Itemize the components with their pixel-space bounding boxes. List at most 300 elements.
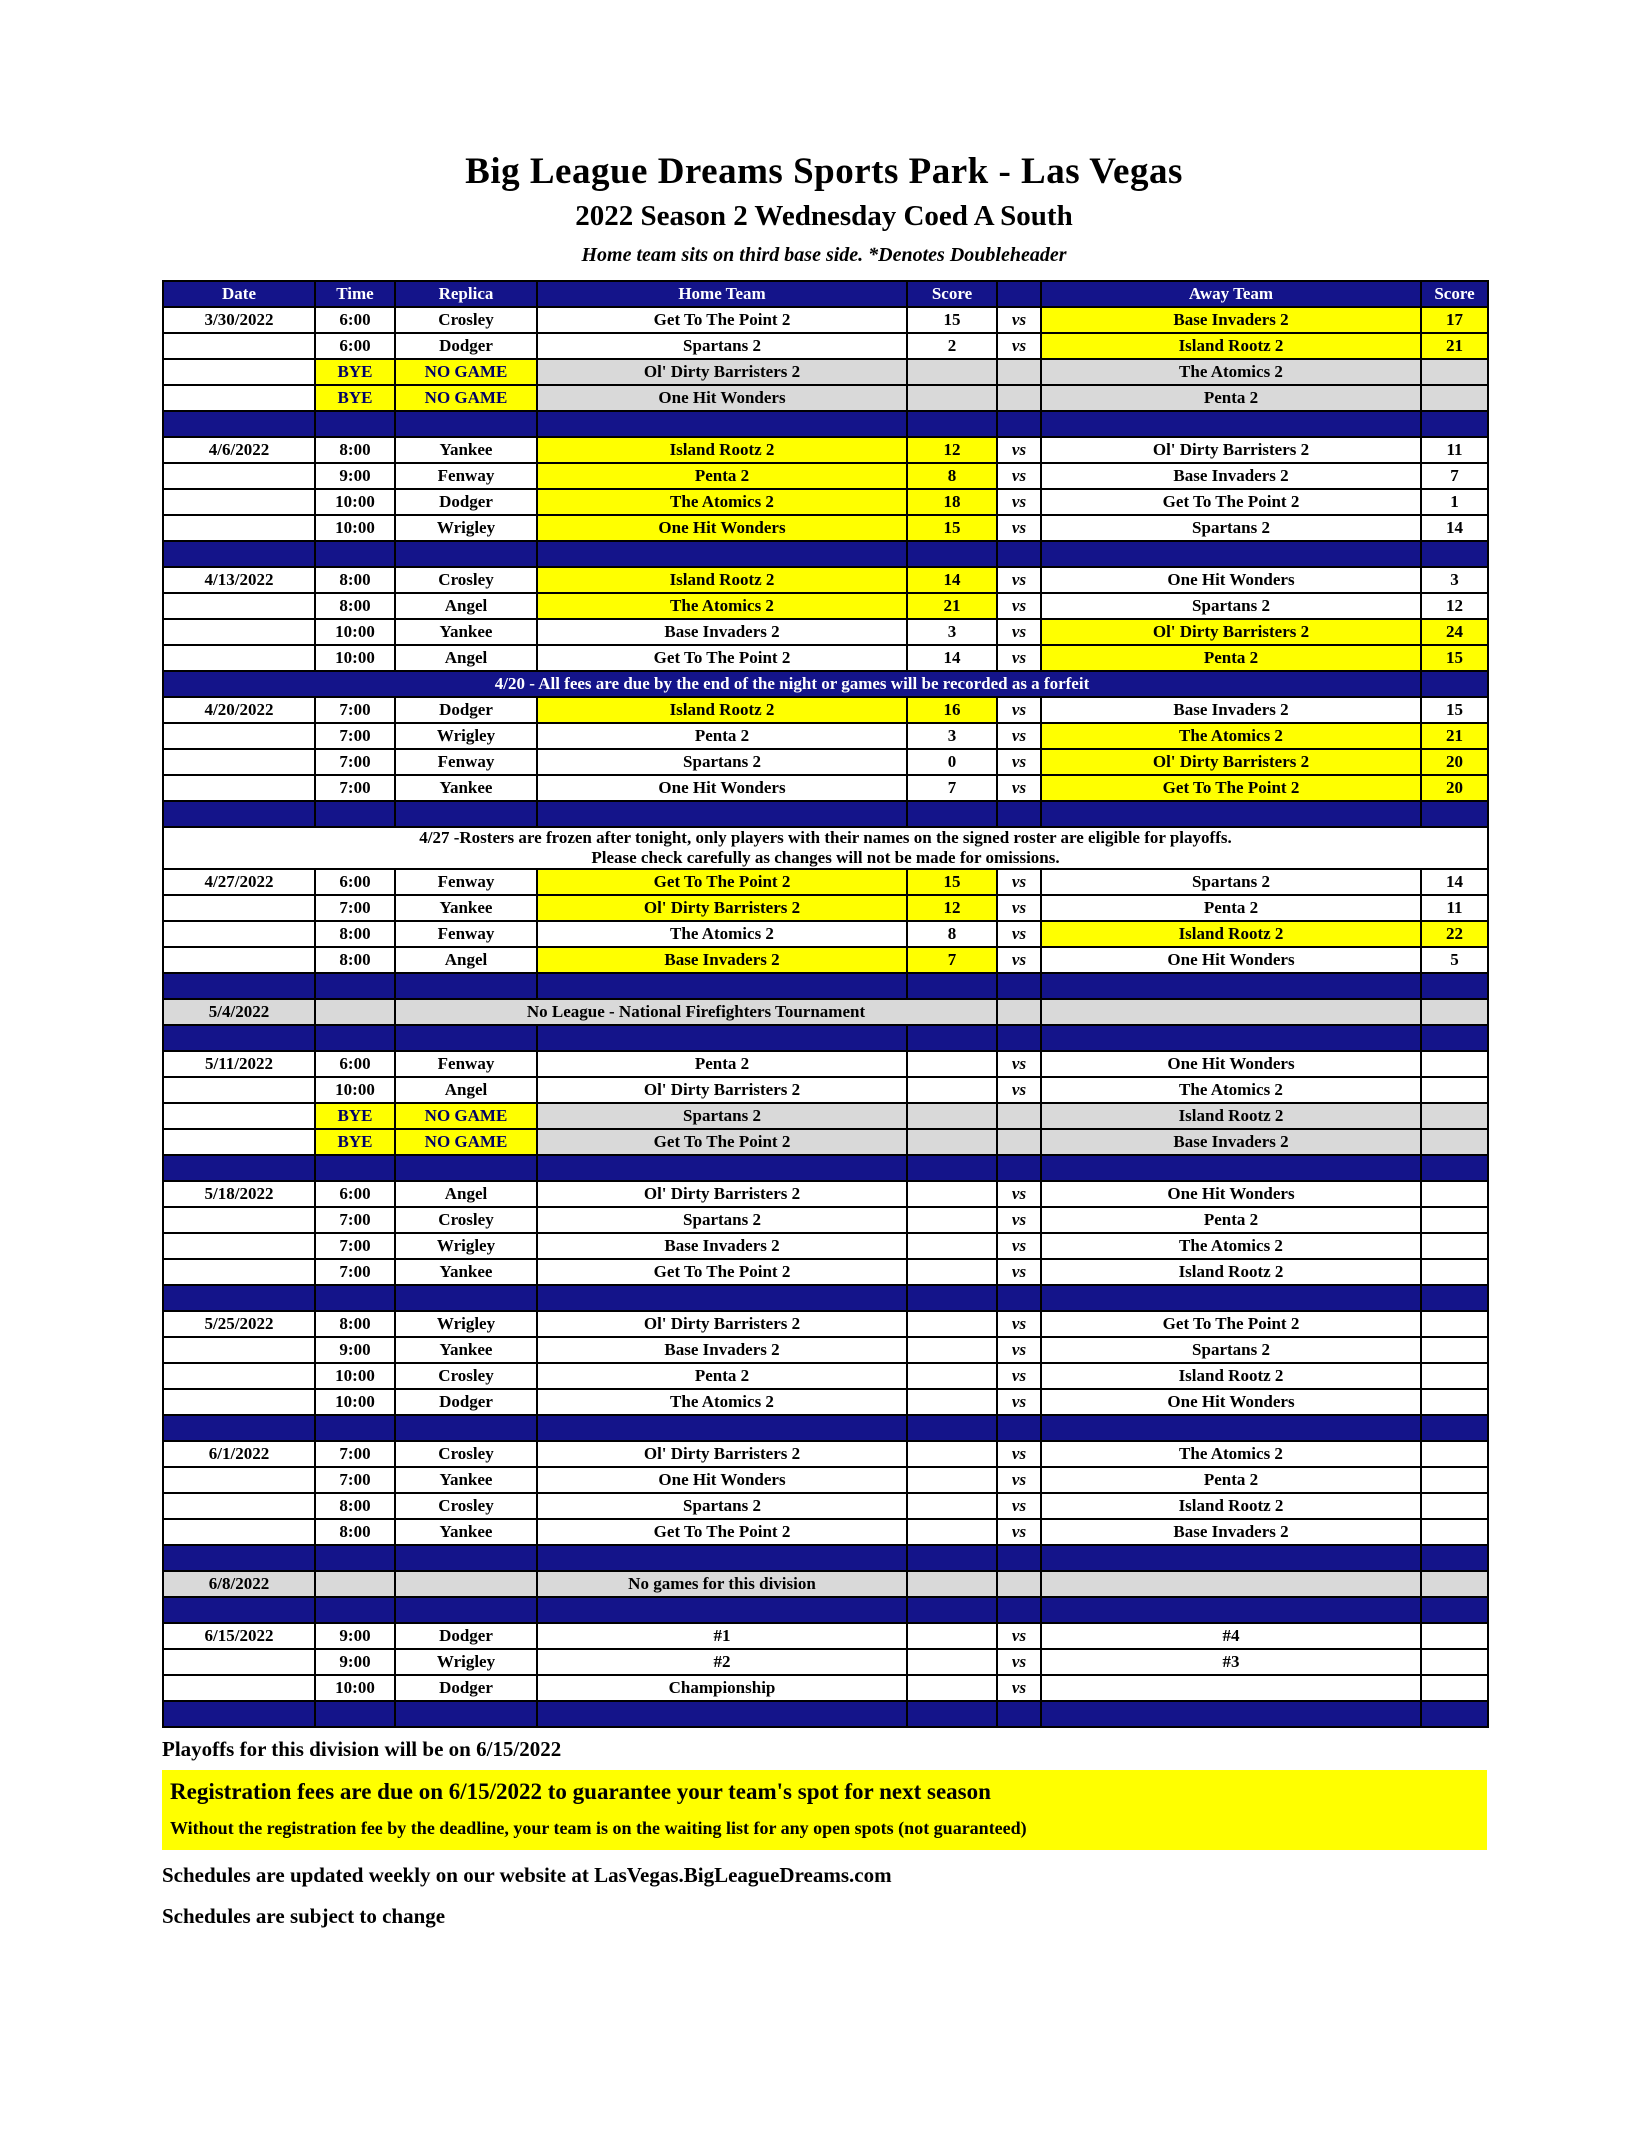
away-score-cell <box>1421 1233 1488 1259</box>
away-score-cell <box>1421 1493 1488 1519</box>
season-subtitle: 2022 Season 2 Wednesday Coed A South <box>575 200 1073 232</box>
vs-label: vs <box>997 1259 1041 1285</box>
home-team-cell: One Hit Wonders <box>537 385 907 411</box>
away-team-cell: #4 <box>1041 1623 1421 1649</box>
date-cell <box>163 619 315 645</box>
away-team-cell: Island Rootz 2 <box>1041 921 1421 947</box>
separator-time-cell <box>315 973 395 999</box>
separator-home-score-cell <box>907 1285 997 1311</box>
time-cell: 7:00 <box>315 775 395 801</box>
game-row <box>163 515 1488 541</box>
separator-away-score-cell <box>1421 973 1488 999</box>
time-cell <box>315 999 395 1025</box>
game-row <box>163 1623 1488 1649</box>
separator-away-team-cell <box>1041 1155 1421 1181</box>
home-score-cell: 15 <box>907 307 997 333</box>
separator-replica-cell <box>395 1285 537 1311</box>
home-score-cell: 3 <box>907 619 997 645</box>
red-notice-row <box>163 827 1488 869</box>
home-score-cell <box>907 1363 997 1389</box>
separator-time-cell <box>315 1285 395 1311</box>
replica-cell: Dodger <box>395 489 537 515</box>
home-team-cell: Ol' Dirty Barristers 2 <box>537 1311 907 1337</box>
home-score-cell <box>907 1623 997 1649</box>
time-cell: 6:00 <box>315 333 395 359</box>
away-score-cell: 11 <box>1421 895 1488 921</box>
separator-home-team-cell <box>537 1025 907 1051</box>
time-cell: 10:00 <box>315 1675 395 1701</box>
time-cell: 7:00 <box>315 895 395 921</box>
time-cell: 10:00 <box>315 489 395 515</box>
away-score-cell: 24 <box>1421 619 1488 645</box>
separator-home-team-cell <box>537 1415 907 1441</box>
separator-vs-cell <box>997 1025 1041 1051</box>
date-cell <box>163 645 315 671</box>
away-score-cell <box>1421 1337 1488 1363</box>
away-team-cell: Spartans 2 <box>1041 869 1421 895</box>
replica-cell: Wrigley <box>395 723 537 749</box>
replica-cell: Crosley <box>395 567 537 593</box>
date-cell <box>163 1649 315 1675</box>
event-text-cell: No League - National Firefighters Tournament <box>395 999 997 1025</box>
replica-cell: Dodger <box>395 333 537 359</box>
date-cell <box>163 333 315 359</box>
away-score-cell <box>1421 1051 1488 1077</box>
date-cell: 6/8/2022 <box>163 1571 315 1597</box>
time-cell: 10:00 <box>315 1077 395 1103</box>
home-score-cell: 15 <box>907 869 997 895</box>
separator-time-cell <box>315 1545 395 1571</box>
footer-subject-note: Schedules are subject to change <box>162 1904 446 1928</box>
game-row <box>163 567 1488 593</box>
separator-home-score-cell <box>907 1025 997 1051</box>
away-team-cell: Ol' Dirty Barristers 2 <box>1041 437 1421 463</box>
away-team-cell: Ol' Dirty Barristers 2 <box>1041 619 1421 645</box>
game-row <box>163 1467 1488 1493</box>
separator-vs-cell <box>997 411 1041 437</box>
away-score-cell <box>1421 1103 1488 1129</box>
home-team-cell: Base Invaders 2 <box>537 619 907 645</box>
game-row <box>163 1363 1488 1389</box>
game-row <box>163 1311 1488 1337</box>
footer-playoffs-note: Playoffs for this division will be on 6/15/2022 <box>162 1737 562 1761</box>
away-team-cell <box>1041 1571 1421 1597</box>
home-score-cell <box>907 1441 997 1467</box>
game-row <box>163 1077 1488 1103</box>
away-team-cell <box>1041 999 1421 1025</box>
date-cell <box>163 385 315 411</box>
home-score-cell <box>907 1467 997 1493</box>
separator-row <box>163 1597 1488 1623</box>
bye-label-cell: BYE <box>315 1103 395 1129</box>
separator-row <box>163 411 1488 437</box>
home-team-cell: Ol' Dirty Barristers 2 <box>537 895 907 921</box>
date-cell <box>163 921 315 947</box>
away-score-cell: 1 <box>1421 489 1488 515</box>
date-cell: 4/13/2022 <box>163 567 315 593</box>
home-score-cell <box>907 1649 997 1675</box>
home-score-cell: 18 <box>907 489 997 515</box>
home-team-cell: Spartans 2 <box>537 1103 907 1129</box>
time-cell: 9:00 <box>315 463 395 489</box>
home-team-cell: Get To The Point 2 <box>537 1259 907 1285</box>
away-score-cell <box>1421 999 1488 1025</box>
away-score-cell <box>1421 1259 1488 1285</box>
separator-date-cell <box>163 1701 315 1727</box>
time-cell: 10:00 <box>315 1363 395 1389</box>
date-cell: 3/30/2022 <box>163 307 315 333</box>
home-team-cell: Spartans 2 <box>537 333 907 359</box>
home-team-cell: Penta 2 <box>537 1363 907 1389</box>
replica-cell: Crosley <box>395 1363 537 1389</box>
separator-away-team-cell <box>1041 1025 1421 1051</box>
game-row <box>163 1233 1488 1259</box>
separator-away-score-cell <box>1421 1597 1488 1623</box>
home-team-cell: Island Rootz 2 <box>537 697 907 723</box>
header-home-team: Home Team <box>537 281 907 307</box>
separator-away-team-cell <box>1041 1597 1421 1623</box>
bye-row <box>163 1103 1488 1129</box>
vs-label: vs <box>997 1623 1041 1649</box>
away-score-cell <box>1421 1675 1488 1701</box>
away-score-cell <box>1421 1181 1488 1207</box>
vs-label: vs <box>997 1051 1041 1077</box>
away-team-cell: Get To The Point 2 <box>1041 775 1421 801</box>
separator-home-score-cell <box>907 1545 997 1571</box>
time-cell: 6:00 <box>315 1051 395 1077</box>
separator-row <box>163 1701 1488 1727</box>
notice-text-cell: 4/20 - All fees are due by the end of the night or games will be recorded as a forfeit <box>163 671 1421 697</box>
separator-away-team-cell <box>1041 973 1421 999</box>
separator-home-team-cell <box>537 1285 907 1311</box>
replica-cell: Wrigley <box>395 1311 537 1337</box>
separator-home-team-cell <box>537 973 907 999</box>
schedule-table-body <box>163 307 1488 1727</box>
separator-replica-cell <box>395 1545 537 1571</box>
game-row <box>163 437 1488 463</box>
away-team-cell: Get To The Point 2 <box>1041 489 1421 515</box>
separator-away-score-cell <box>1421 411 1488 437</box>
replica-cell: Yankee <box>395 1337 537 1363</box>
away-score-cell: 11 <box>1421 437 1488 463</box>
separator-date-cell <box>163 1285 315 1311</box>
game-row <box>163 697 1488 723</box>
separator-time-cell <box>315 1025 395 1051</box>
header-home-score: Score <box>907 281 997 307</box>
replica-cell: Yankee <box>395 895 537 921</box>
vs-label: vs <box>997 515 1041 541</box>
time-cell: 8:00 <box>315 1493 395 1519</box>
game-row <box>163 645 1488 671</box>
time-cell: 8:00 <box>315 437 395 463</box>
game-row <box>163 921 1488 947</box>
away-score-cell <box>1421 1363 1488 1389</box>
home-score-cell <box>907 1311 997 1337</box>
replica-cell: Yankee <box>395 1467 537 1493</box>
replica-cell: Dodger <box>395 1389 537 1415</box>
away-team-cell: Base Invaders 2 <box>1041 697 1421 723</box>
home-score-cell <box>907 1233 997 1259</box>
time-cell: 10:00 <box>315 645 395 671</box>
separator-away-score-cell <box>1421 1025 1488 1051</box>
home-team-cell: One Hit Wonders <box>537 515 907 541</box>
home-team-cell: Penta 2 <box>537 1051 907 1077</box>
away-team-cell: One Hit Wonders <box>1041 1051 1421 1077</box>
date-cell <box>163 1077 315 1103</box>
away-team-cell: The Atomics 2 <box>1041 1233 1421 1259</box>
separator-replica-cell <box>395 1701 537 1727</box>
home-score-cell <box>907 359 997 385</box>
time-cell: 8:00 <box>315 593 395 619</box>
separator-time-cell <box>315 1701 395 1727</box>
game-row <box>163 869 1488 895</box>
date-cell: 4/6/2022 <box>163 437 315 463</box>
game-row <box>163 1207 1488 1233</box>
game-row <box>163 1649 1488 1675</box>
date-cell: 5/25/2022 <box>163 1311 315 1337</box>
separator-home-score-cell <box>907 1597 997 1623</box>
vs-label: vs <box>997 1649 1041 1675</box>
bye-row <box>163 359 1488 385</box>
navy-notice-row <box>163 671 1488 697</box>
home-score-cell: 15 <box>907 515 997 541</box>
game-row <box>163 1259 1488 1285</box>
replica-cell: Angel <box>395 593 537 619</box>
home-team-note: Home team sits on third base side. *Denotes Doubleheader <box>581 244 1067 266</box>
home-score-cell: 12 <box>907 437 997 463</box>
home-team-cell: Ol' Dirty Barristers 2 <box>537 1441 907 1467</box>
no-game-label-cell: NO GAME <box>395 385 537 411</box>
separator-time-cell <box>315 1597 395 1623</box>
away-score-cell: 17 <box>1421 307 1488 333</box>
replica-cell: Yankee <box>395 1519 537 1545</box>
vs-label: vs <box>997 307 1041 333</box>
vs-label: vs <box>997 333 1041 359</box>
separator-replica-cell <box>395 1155 537 1181</box>
replica-cell: Dodger <box>395 1675 537 1701</box>
replica-cell: Crosley <box>395 1441 537 1467</box>
time-cell: 6:00 <box>315 869 395 895</box>
bye-row <box>163 385 1488 411</box>
replica-cell: Angel <box>395 1181 537 1207</box>
vs-spacer-cell <box>997 385 1041 411</box>
separator-away-team-cell <box>1041 1415 1421 1441</box>
away-team-cell: One Hit Wonders <box>1041 567 1421 593</box>
bye-label-cell: BYE <box>315 385 395 411</box>
away-team-cell: Base Invaders 2 <box>1041 1129 1421 1155</box>
vs-label: vs <box>997 1519 1041 1545</box>
replica-cell: Crosley <box>395 1207 537 1233</box>
separator-home-team-cell <box>537 411 907 437</box>
date-cell <box>163 463 315 489</box>
away-score-cell <box>1421 1623 1488 1649</box>
game-row <box>163 1441 1488 1467</box>
home-score-cell <box>907 1051 997 1077</box>
schedule-table <box>162 280 1489 1728</box>
time-cell: 7:00 <box>315 1467 395 1493</box>
date-cell <box>163 895 315 921</box>
away-team-cell: One Hit Wonders <box>1041 1389 1421 1415</box>
home-score-cell: 21 <box>907 593 997 619</box>
home-team-cell: The Atomics 2 <box>537 921 907 947</box>
game-row <box>163 895 1488 921</box>
separator-away-score-cell <box>1421 1701 1488 1727</box>
separator-away-score-cell <box>1421 541 1488 567</box>
separator-away-team-cell <box>1041 411 1421 437</box>
separator-away-score-cell <box>1421 1155 1488 1181</box>
away-score-cell: 7 <box>1421 463 1488 489</box>
replica-cell: Angel <box>395 947 537 973</box>
date-cell: 6/1/2022 <box>163 1441 315 1467</box>
replica-cell: Fenway <box>395 463 537 489</box>
home-team-cell: Base Invaders 2 <box>537 1337 907 1363</box>
home-team-cell: Spartans 2 <box>537 1207 907 1233</box>
away-score-cell <box>1421 1519 1488 1545</box>
time-cell: 7:00 <box>315 1233 395 1259</box>
title-block <box>0 0 1648 267</box>
separator-home-team-cell <box>537 1701 907 1727</box>
home-score-cell: 3 <box>907 723 997 749</box>
replica-cell: Dodger <box>395 1623 537 1649</box>
away-score-cell: 22 <box>1421 921 1488 947</box>
date-cell: 6/15/2022 <box>163 1623 315 1649</box>
separator-away-team-cell <box>1041 1701 1421 1727</box>
date-cell <box>163 775 315 801</box>
separator-away-score-cell <box>1421 1545 1488 1571</box>
away-team-cell: Base Invaders 2 <box>1041 1519 1421 1545</box>
separator-replica-cell <box>395 1415 537 1441</box>
separator-time-cell <box>315 801 395 827</box>
home-score-cell: 7 <box>907 775 997 801</box>
separator-away-score-cell <box>1421 1285 1488 1311</box>
vs-label: vs <box>997 1675 1041 1701</box>
date-cell <box>163 593 315 619</box>
away-team-cell: Island Rootz 2 <box>1041 333 1421 359</box>
header-date: Date <box>163 281 315 307</box>
bye-row <box>163 1129 1488 1155</box>
separator-replica-cell <box>395 541 537 567</box>
roster-freeze-line-2: Please check carefully as changes will not be made for omissions. <box>591 848 1060 867</box>
roster-freeze-notice-cell <box>163 827 1488 869</box>
vs-label: vs <box>997 645 1041 671</box>
game-row <box>163 723 1488 749</box>
away-score-cell: 14 <box>1421 869 1488 895</box>
footer-registration-highlight <box>162 1770 1487 1850</box>
replica-cell: Crosley <box>395 1493 537 1519</box>
separator-row <box>163 1155 1488 1181</box>
away-score-cell <box>1421 1467 1488 1493</box>
home-score-cell <box>907 385 997 411</box>
away-team-cell: The Atomics 2 <box>1041 1077 1421 1103</box>
home-score-cell <box>907 1207 997 1233</box>
separator-home-score-cell <box>907 411 997 437</box>
separator-time-cell <box>315 541 395 567</box>
home-team-cell: Spartans 2 <box>537 749 907 775</box>
home-team-cell: #1 <box>537 1623 907 1649</box>
replica-cell: Angel <box>395 645 537 671</box>
date-cell <box>163 489 315 515</box>
home-score-cell <box>907 1675 997 1701</box>
game-row <box>163 1675 1488 1701</box>
notice-spacer-cell <box>1421 671 1488 697</box>
separator-time-cell <box>315 411 395 437</box>
separator-date-cell <box>163 1155 315 1181</box>
header-time: Time <box>315 281 395 307</box>
footer-registration-due: Registration fees are due on 6/15/2022 to guarantee your team's spot for next season <box>170 1779 991 1804</box>
away-team-cell: Island Rootz 2 <box>1041 1363 1421 1389</box>
game-row <box>163 463 1488 489</box>
separator-date-cell <box>163 411 315 437</box>
date-cell <box>163 359 315 385</box>
separator-date-cell <box>163 1025 315 1051</box>
replica-cell: Angel <box>395 1077 537 1103</box>
away-score-cell: 3 <box>1421 567 1488 593</box>
replica-cell: Fenway <box>395 1051 537 1077</box>
time-cell: 8:00 <box>315 1311 395 1337</box>
away-score-cell: 15 <box>1421 697 1488 723</box>
vs-label: vs <box>997 869 1041 895</box>
vs-label: vs <box>997 947 1041 973</box>
vs-spacer-cell <box>997 999 1041 1025</box>
time-cell: 7:00 <box>315 1441 395 1467</box>
away-team-cell: The Atomics 2 <box>1041 359 1421 385</box>
home-team-cell: Island Rootz 2 <box>537 437 907 463</box>
home-score-cell <box>907 1181 997 1207</box>
separator-home-team-cell <box>537 1597 907 1623</box>
away-team-cell: Get To The Point 2 <box>1041 1311 1421 1337</box>
home-score-cell <box>907 1259 997 1285</box>
away-team-cell: Base Invaders 2 <box>1041 307 1421 333</box>
separator-home-team-cell <box>537 541 907 567</box>
home-score-cell: 8 <box>907 921 997 947</box>
away-score-cell <box>1421 1077 1488 1103</box>
away-team-cell: The Atomics 2 <box>1041 723 1421 749</box>
replica-cell: Yankee <box>395 775 537 801</box>
separator-row <box>163 801 1488 827</box>
home-team-cell: Get To The Point 2 <box>537 1519 907 1545</box>
vs-label: vs <box>997 1233 1041 1259</box>
home-team-cell: Base Invaders 2 <box>537 947 907 973</box>
home-team-cell: Get To The Point 2 <box>537 1129 907 1155</box>
home-score-cell <box>907 1129 997 1155</box>
home-team-cell: One Hit Wonders <box>537 1467 907 1493</box>
game-row <box>163 1337 1488 1363</box>
time-cell: 7:00 <box>315 723 395 749</box>
away-team-cell: Spartans 2 <box>1041 515 1421 541</box>
header-away-team: Away Team <box>1041 281 1421 307</box>
separator-row <box>163 1285 1488 1311</box>
date-cell: 4/20/2022 <box>163 697 315 723</box>
separator-vs-cell <box>997 1155 1041 1181</box>
separator-date-cell <box>163 801 315 827</box>
vs-spacer-cell <box>997 359 1041 385</box>
away-score-cell <box>1421 359 1488 385</box>
home-score-cell: 14 <box>907 567 997 593</box>
separator-date-cell <box>163 1545 315 1571</box>
vs-label: vs <box>997 1181 1041 1207</box>
date-cell: 4/27/2022 <box>163 869 315 895</box>
date-cell <box>163 1493 315 1519</box>
date-cell <box>163 1363 315 1389</box>
date-cell <box>163 1389 315 1415</box>
home-team-cell: Island Rootz 2 <box>537 567 907 593</box>
vs-label: vs <box>997 1363 1041 1389</box>
separator-row <box>163 541 1488 567</box>
game-row <box>163 307 1488 333</box>
vs-spacer-cell <box>997 1129 1041 1155</box>
date-cell <box>163 1129 315 1155</box>
away-score-cell <box>1421 1571 1488 1597</box>
